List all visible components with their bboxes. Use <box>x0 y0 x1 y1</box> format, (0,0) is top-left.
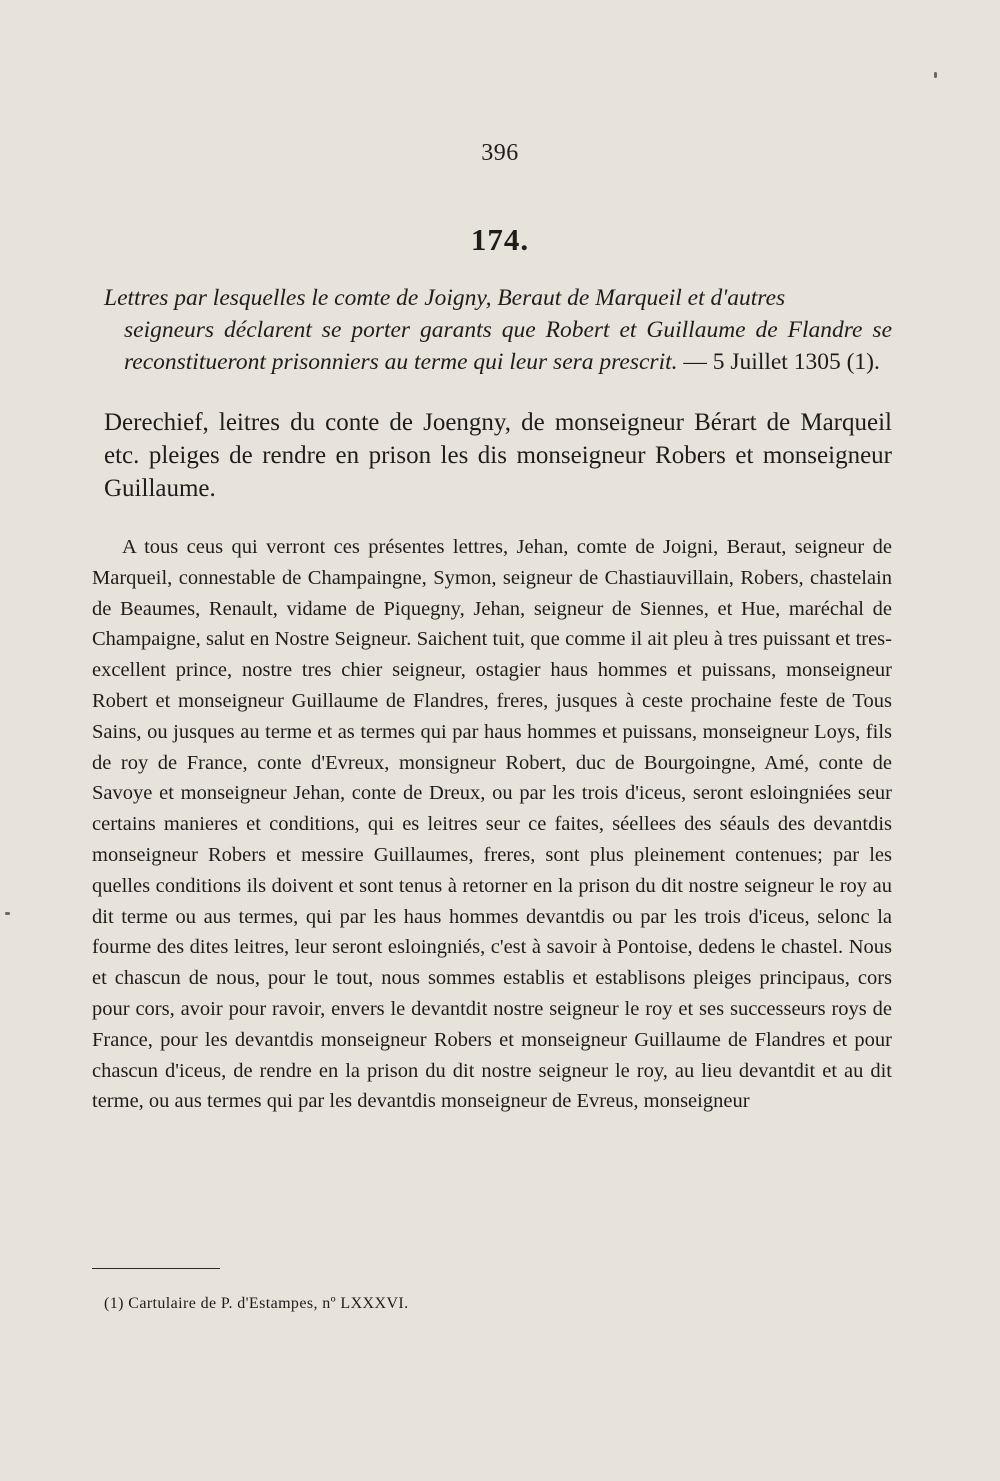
title-date: — 5 Juillet 1305 (1). <box>677 349 880 375</box>
footnote: (1) Cartulaire de P. d'Estampes, nº LXXXVI. <box>104 1295 409 1312</box>
body-paragraph: A tous ceus qui verront ces présentes lettres, Jehan, comte de Joigni, Beraut, seigneur de Marqueil, connestable de Champaingne, Symon, seigneur de Chastiauvillain, Robers, chastelain de Beaumes, Renault, vidame de Piquegny, Jehan, seigneur de Siennes, et Hue, maréchal de Champaigne, salut en Nostre Seigneur. Saichent tuit, que comme il ait pleu à tres puissant et tres-excellent prince, nostre tres chier seigneur, ostagier haus hommes et puissans, monseigneur Robert et monseigneur Guillaume de Flandres, freres, jusques à ceste prochaine feste de Tous Sains, ou jusques au terme et as termes qui par haus hommes et puissans, monseigneur Loys, fils de roy de France, conte d'Evreux, monsigneur Robert, duc de Bourgoingne, Amé, conte de Savoye et monseigneur Jehan, conte de Dreux, ou par les trois d'iceus, seront esloingniées seur certains manieres et conditions, qui es leitres seur ce faites, séellees des séauls des devantdis monseigneur Robers et messire Guillaumes, freres, sont plus pleinement contenues; par les quelles conditions ils doivent et sont tenus à retorner en la prison du dit nostre seigneur le roy au dit terme ou aus termes, qui par les haus hommes devantdis ou par les trois d'iceus, selonc la fourme des dites leitres, leur seront esloingniés, c'est à savoir à Pontoise, dedens le chastel. Nous et chascun de nous, pour le tout, nous sommes establis et establisons pleiges principaus, cors pour cors, avoir pour ravoir, envers le devantdit nostre seigneur le roy et ses successeurs roys de France, pour les devantdis monseigneur Robers et monseigneur Guillaume de Flandres et pour chascun d'iceus, de rendre en la prison du dit nostre seigneur le roy, au lieu devantdit et au dit terme, ou aus termes qui par les devantdis monseigneur de Evreus, monseigneur <box>92 536 892 1113</box>
title-text: seigneurs déclarent se porter garants que Robert et Guillaume de Flandre se reconstitueront prisonniers au terme qui leur sera prescrit. <box>124 317 892 375</box>
page-speck <box>5 912 10 915</box>
page-speck <box>934 72 937 78</box>
page-number: 396 <box>481 140 519 166</box>
document-number: 174. <box>470 222 530 257</box>
footnote-divider <box>92 1268 220 1269</box>
title-continuation <box>104 314 892 378</box>
document-title <box>104 282 892 378</box>
summary-paragraph: Derechief, leitres du conte de Joengny, de monseigneur Bérart de Marqueil etc. pleiges de rendre en prison les dis monseigneur Robers et monseigneur Guillaume. <box>104 409 892 502</box>
title-line-1: Lettres par lesquelles le comte de Joigny, Beraut de Marqueil et d'autres <box>104 285 786 311</box>
